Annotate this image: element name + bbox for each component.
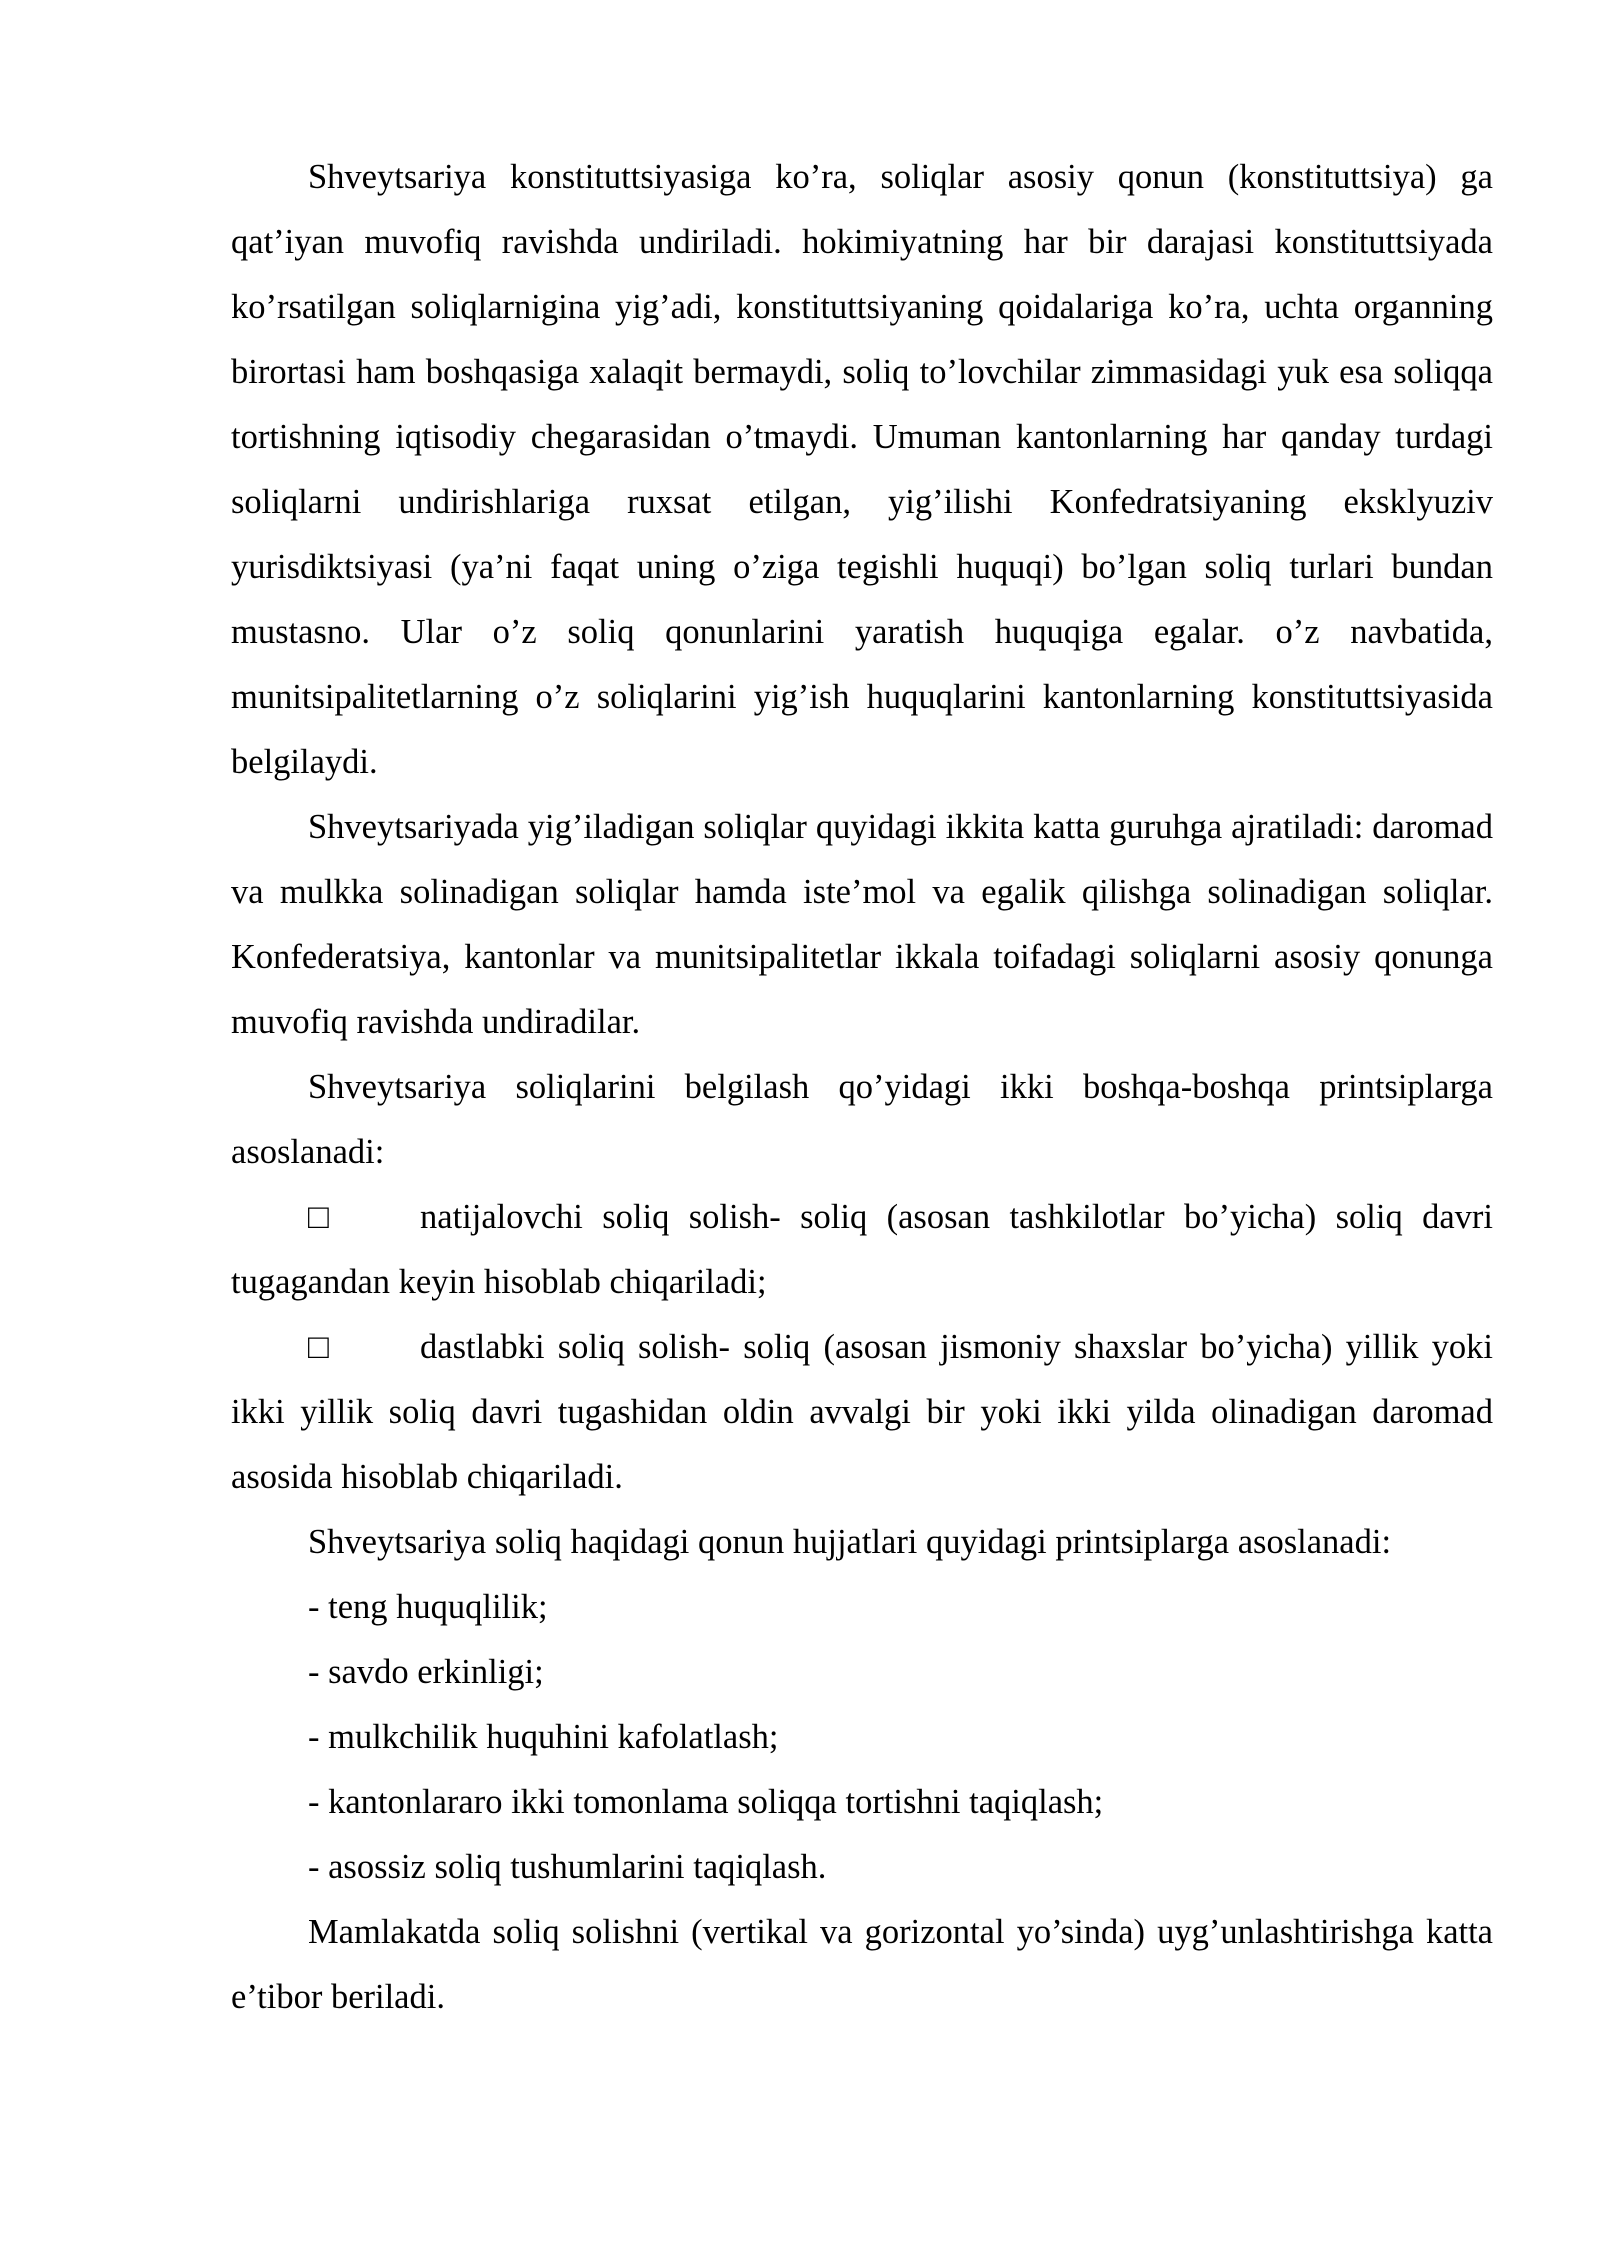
paragraph-legislation-intro: Shveytsariya soliq haqidagi qonun hujjatlari quyidagi printsiplarga asoslanadi: [308,1523,1392,1561]
document-page [231,145,1493,2030]
paragraph-principles-lead: Shveytsariya soliqlarini belgilash qo’yidagi ikki boshqa-boshqa printsiplarga asoslanadi: [231,1068,1493,1171]
bullet-item [231,1315,1493,1510]
list-item: - savdo erkinligi; [308,1653,544,1691]
list-item: - teng huquqlilik; [308,1588,548,1626]
list-item: - mulkchilik huquhini kafolatlash; [308,1718,779,1756]
list-item: - asossiz soliq tushumlarini taqiqlash. [308,1848,827,1886]
square-bullet-icon: □ [308,1198,329,1236]
bullet-text: natijalovchi soliq solish- soliq (asosan tashkilotlar bo’yicha) soliq davri tugagandan keyin hisoblab chiqariladi; [231,1198,1493,1301]
square-bullet-icon: □ [308,1328,329,1366]
list-item: - kantonlararo ikki tomonlama soliqqa tortishni taqiqlash; [308,1783,1104,1821]
paragraph-closing: Mamlakatda soliq solishni (vertikal va gorizontal yo’sinda) uyg’unlashtirishga katta e’tibor beriladi. [231,1913,1493,2016]
paragraph-tax-groups: Shveytsariyada yig’iladigan soliqlar quyidagi ikkita katta guruhga ajratiladi: daromad va mulkka solinadigan soliqlar hamda iste’mol va egalik qilishga solinadigan soliqlar. Konfederatsiya, kantonlar va munitsipalitetlar ikkala toifadagi soliqlarni asosiy qonunga muvofiq ravishda undiradilar. [231,808,1493,1041]
paragraph-constitution: Shveytsariya konstituttsiyasiga ko’ra, soliqlar asosiy qonun (konstituttsiya) ga qat’iyan muvofiq ravishda undiriladi. hokimiyatning har bir darajasi konstituttsiyada ko’rsatilgan soliqlarnigina yig’adi, konstituttsiyaning qoidalariga ko’ra, uchta organning birortasi ham boshqasiga xalaqit bermaydi, soliq to’lovchilar zimmasidagi yuk esa soliqqa tortishning iqtisodiy chegarasidan o’tmaydi. Umuman kantonlarning har qanday turdagi soliqlarni undirishlariga ruxsat etilgan, yig’ilishi Konfedratsiyaning eksklyuziv yurisdiktsiyasi (ya’ni faqat uning o’ziga tegishli huquqi) bo’lgan soliq turlari bundan mustasno. Ular o’z soliq qonunlarini yaratish huquqiga egalar. o’z navbatida, munitsipalitetlarning o’z soliqlarini yig’ish huquqlarini kantonlarning konstituttsiyasida belgilaydi. [231,158,1493,781]
bullet-text: dastlabki soliq solish- soliq (asosan jismoniy shaxslar bo’yicha) yillik yoki ikki yillik soliq davri tugashidan oldin avvalgi bir yoki ikki yilda olinadigan daromad asosida hisoblab chiqariladi. [231,1328,1493,1496]
bullet-item [231,1185,1493,1315]
